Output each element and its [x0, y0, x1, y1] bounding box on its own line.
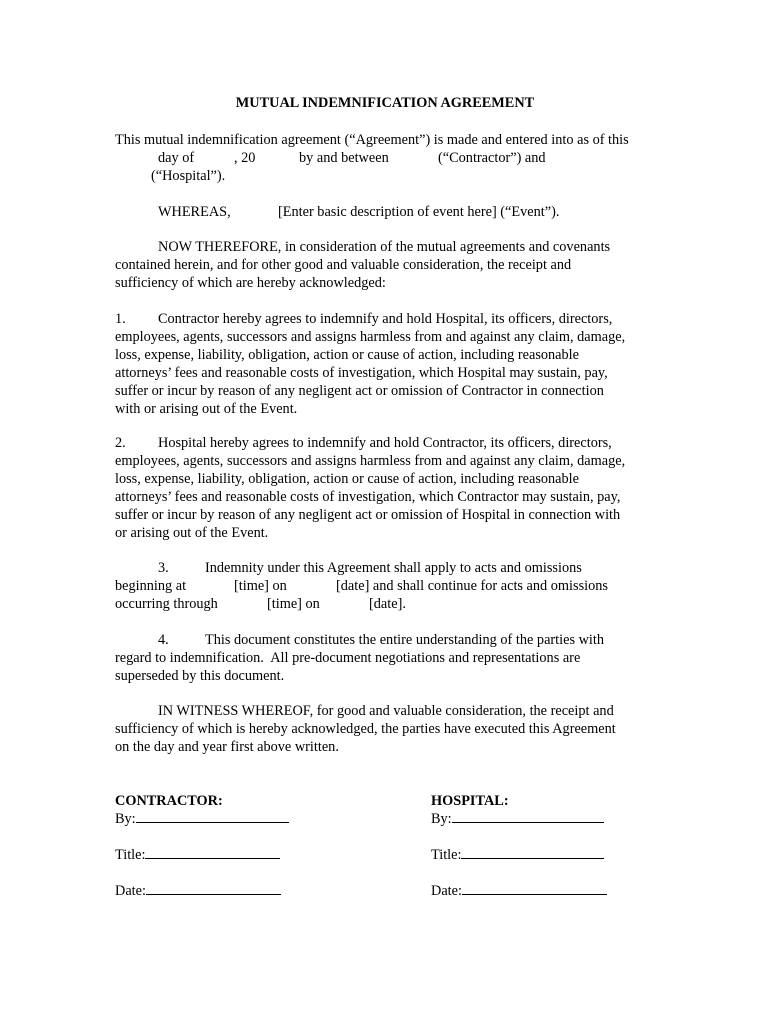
now-therefore-line-1: NOW THEREFORE, in consideration of the mutual agreements and covenants: [158, 239, 611, 255]
section-2-line: Hospital hereby agrees to indemnify and hold Contractor, its officers, directors,: [158, 435, 612, 451]
contractor-by-line[interactable]: [136, 810, 289, 823]
whereas-label: WHEREAS,: [158, 204, 231, 220]
section-3-time-2: [time] on: [267, 596, 320, 612]
hospital-heading: HOSPITAL:: [431, 793, 509, 809]
section-3-time-1: [time] on: [234, 578, 287, 594]
intro-by-between: by and between: [299, 150, 389, 166]
section-2-line: employees, agents, successors and assigns harmless from and against any claim, damage,: [115, 453, 626, 469]
contractor-by-field[interactable]: [115, 810, 289, 828]
section-2-line: or arising out of the Event.: [115, 525, 269, 541]
intro-day-of: day of: [158, 150, 195, 166]
document-title: MUTUAL INDEMNIFICATION AGREEMENT: [235, 95, 535, 111]
section-4-line: This document constitutes the entire understanding of the parties with: [205, 632, 605, 648]
now-therefore-line-2: contained herein, and for other good and valuable consideration, the receipt and: [115, 257, 572, 273]
intro-line-1: This mutual indemnification agreement (“Agreement”) is made and entered into as of this: [115, 132, 629, 148]
section-1-line: with or arising out of the Event.: [115, 401, 298, 417]
section-2-line: loss, expense, liability, obligation, action or cause of action, including reasonable: [115, 471, 579, 487]
section-1-line: attorneys’ fees and reasonable costs of investigation, which Hospital may sustain, pay,: [115, 365, 608, 381]
hospital-title-line[interactable]: [461, 846, 604, 859]
section-3-date-1: [date] and shall continue for acts and omissions: [336, 578, 608, 594]
contractor-by-label: By:: [115, 811, 136, 827]
section-4-number: 4.: [158, 632, 169, 648]
section-1-number: 1.: [115, 311, 126, 327]
witness-line: sufficiency of which is hereby acknowledged, the parties have executed this Agreement: [115, 721, 616, 737]
contractor-heading: CONTRACTOR:: [115, 793, 223, 809]
section-4-line: regard to indemnification. All pre-document negotiations and representations are: [115, 650, 581, 666]
witness-line: on the day and year first above written.: [115, 739, 339, 755]
section-2-line: suffer or incur by reason of any negligent act or omission of Hospital in connection with: [115, 507, 621, 523]
section-1-line: loss, expense, liability, obligation, action or cause of action, including reasonable: [115, 347, 579, 363]
section-3-number: 3.: [158, 560, 169, 576]
hospital-by-field[interactable]: [431, 810, 604, 828]
witness-line: IN WITNESS WHEREOF, for good and valuable consideration, the receipt and: [158, 703, 614, 719]
contractor-date-field[interactable]: [115, 882, 281, 900]
hospital-title-field[interactable]: [431, 846, 604, 864]
hospital-date-label: Date:: [431, 883, 462, 899]
hospital-by-label: By:: [431, 811, 452, 827]
section-3-occurring-through: occurring through: [115, 596, 218, 612]
hospital-title-label: Title:: [431, 847, 462, 863]
intro-hospital-def: (“Hospital”).: [151, 168, 226, 184]
contractor-title-field[interactable]: [115, 846, 280, 864]
hospital-date-line[interactable]: [462, 882, 607, 895]
section-1-line: Contractor hereby agrees to indemnify and hold Hospital, its officers, directors,: [158, 311, 613, 327]
section-3-date-2: [date].: [369, 596, 406, 612]
whereas-text: [Enter basic description of event here] (“Event”).: [278, 204, 560, 220]
intro-year: , 20: [234, 150, 256, 166]
section-2-line: attorneys’ fees and reasonable costs of investigation, which Contractor may sustain, pay,: [115, 489, 621, 505]
section-1-line: suffer or incur by reason of any negligent act or omission of Contractor in connection: [115, 383, 604, 399]
contractor-date-label: Date:: [115, 883, 146, 899]
contractor-title-line[interactable]: [145, 846, 280, 859]
section-2-number: 2.: [115, 435, 126, 451]
section-3-beginning-at: beginning at: [115, 578, 187, 594]
hospital-date-field[interactable]: [431, 882, 607, 900]
hospital-by-line[interactable]: [452, 810, 604, 823]
section-4-line: superseded by this document.: [115, 668, 285, 684]
section-1-line: employees, agents, successors and assigns harmless from and against any claim, damage,: [115, 329, 626, 345]
intro-contractor-def: (“Contractor”) and: [438, 150, 546, 166]
contractor-date-line[interactable]: [146, 882, 281, 895]
section-3-line: Indemnity under this Agreement shall apply to acts and omissions: [205, 560, 582, 576]
now-therefore-line-3: sufficiency of which are hereby acknowledged:: [115, 275, 386, 291]
contractor-title-label: Title:: [115, 847, 146, 863]
